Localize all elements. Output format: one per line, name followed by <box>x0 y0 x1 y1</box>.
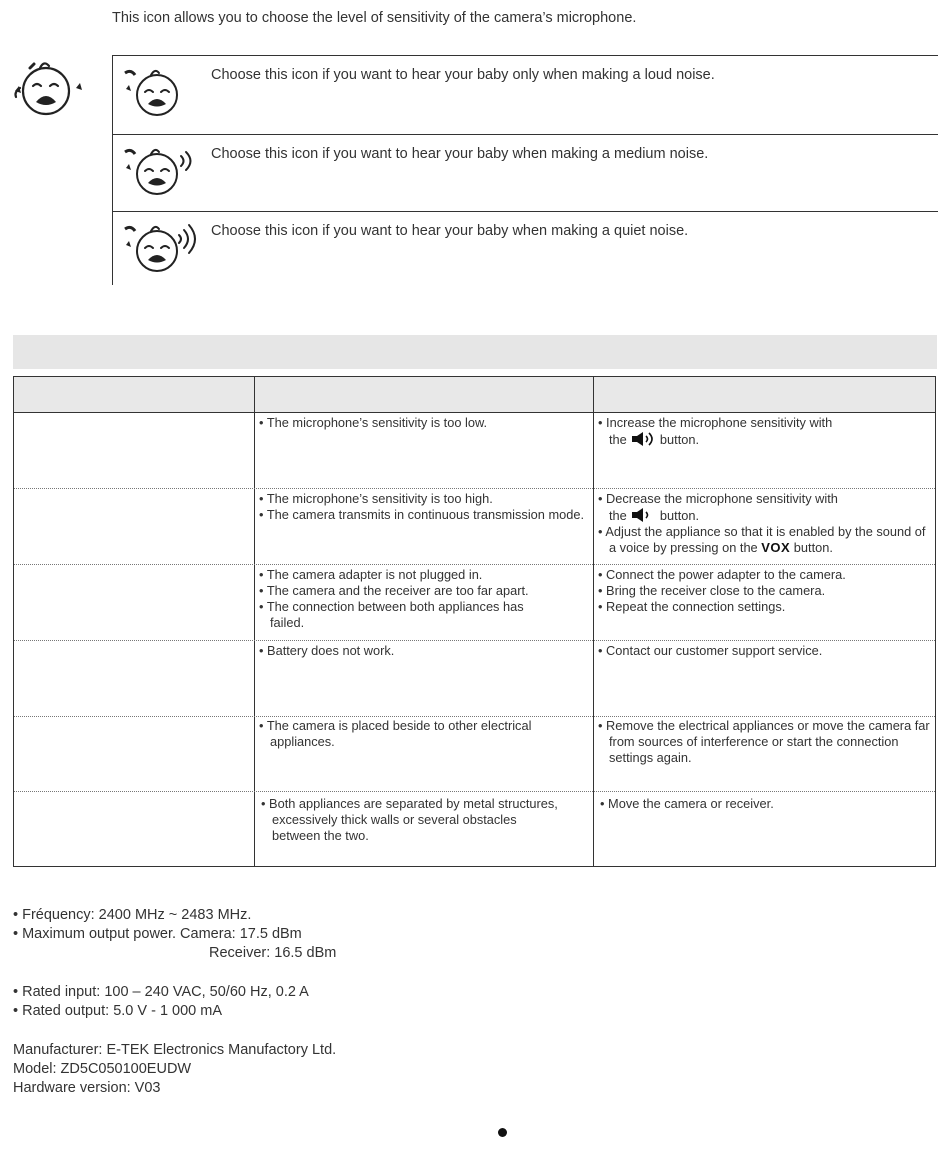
model-number: Model: ZD5C050100EUDW <box>13 1061 192 1077</box>
option-quiet-noise <box>113 211 938 289</box>
solution-text: Contact our customer support service. <box>606 643 823 658</box>
baby-crying-three-waves-icon <box>117 215 203 281</box>
spec-rated-input: • Rated input: 100 – 240 VAC, 50/60 Hz, 0.2 A <box>13 984 309 1000</box>
solution-text: the <box>609 432 627 447</box>
spec-power-receiver: Receiver: 16.5 dBm <box>209 945 337 961</box>
cause-text: The microphone’s sensitivity is too low. <box>266 415 488 430</box>
solution-text: Adjust the appliance so that it is enabled by the sound of a voice by pressing on the <box>605 524 926 555</box>
table-row-solutions: • Connect the power adapter to the camera. • Bring the receiver close to the camera. • Repeat the connection settings. <box>598 567 846 614</box>
table-row-solutions: • Increase the microphone sensitivity with the button. <box>598 415 833 447</box>
cause-text: Both appliances are separated by metal structures, excessively thick walls or several obstacles between the two. <box>269 796 558 843</box>
solution-text: Repeat the connection settings. <box>606 599 786 614</box>
table-header <box>14 377 935 413</box>
cause-text: Battery does not work. <box>267 643 395 658</box>
section-header-band <box>13 335 937 369</box>
vox-button-label: VOX <box>761 540 791 555</box>
troubleshooting-table <box>13 376 936 867</box>
table-row-solutions: • Remove the electrical appliances or move the camera far from sources of interference or start the connection settings again. <box>598 718 930 765</box>
hardware-version: Hardware version: V03 <box>13 1080 161 1096</box>
spec-frequency: • Fréquency: 2400 MHz ~ 2483 MHz. <box>13 907 252 923</box>
intro-text: This icon allows you to choose the level of sensitivity of the camera’s microphone. <box>112 10 637 26</box>
baby-crying-icon <box>10 58 90 124</box>
cause-text: The camera and the receiver are too far apart. <box>266 583 529 598</box>
spec-rated-output: • Rated output: 5.0 V - 1 000 mA <box>13 1003 223 1019</box>
solution-text: the <box>609 508 627 523</box>
option-text: Choose this icon if you want to hear your baby when making a quiet noise. <box>211 223 689 239</box>
baby-crying-two-waves-icon <box>117 138 203 204</box>
table-row-solutions: • Decrease the microphone sensitivity with the button. • Adjust the appliance so that it is enabled by the sound of a voice by pressing on the VOX button. <box>598 491 926 555</box>
table-row-causes: • Both appliances are separated by metal structures, excessively thick walls or several obstacles between the two. <box>261 796 558 843</box>
table-row-solutions: • Move the camera or receiver. <box>600 796 774 811</box>
solution-text: Decrease the microphone sensitivity with <box>606 491 838 506</box>
table-row-solutions: • Contact our customer support service. <box>598 643 823 658</box>
sensitivity-options <box>112 55 938 285</box>
cause-text: The camera is placed beside to other electrical appliances. <box>266 718 532 749</box>
cause-text: The connection between both appliances has failed. <box>266 599 524 630</box>
page-marker-dot <box>498 1128 507 1137</box>
solution-text: Bring the receiver close to the camera. <box>606 583 826 598</box>
option-loud-noise <box>113 55 938 133</box>
option-text: Choose this icon if you want to hear your baby when making a medium noise. <box>211 146 709 162</box>
cause-text: The microphone’s sensitivity is too high. <box>266 491 493 506</box>
table-row-causes: • The camera adapter is not plugged in. • The camera and the receiver are too far apart. • The connection between both appliances has failed. <box>259 567 529 630</box>
baby-crying-no-waves-icon <box>117 59 203 125</box>
speaker-volume-down-icon <box>630 507 656 523</box>
solution-text: button. <box>793 540 833 555</box>
solution-text: button. <box>659 432 700 447</box>
speaker-volume-up-icon <box>630 431 656 447</box>
option-medium-noise <box>113 134 938 212</box>
table-row-causes: • The microphone’s sensitivity is too high. • The camera transmits in continuous transmission mode. <box>259 491 585 522</box>
spec-power-camera: • Maximum output power. Camera: 17.5 dBm <box>13 926 302 942</box>
option-text: Choose this icon if you want to hear your baby only when making a loud noise. <box>211 67 715 83</box>
manufacturer-name: Manufacturer: E-TEK Electronics Manufactory Ltd. <box>13 1042 337 1058</box>
solution-text: Remove the electrical appliances or move the camera far from sources of interference or start the connection settings again. <box>606 718 930 765</box>
table-row-causes: • The microphone’s sensitivity is too low. <box>259 415 488 430</box>
solution-text: button. <box>659 508 700 523</box>
table-row-causes: • Battery does not work. <box>259 643 395 658</box>
table-row-causes: • The camera is placed beside to other electrical appliances. <box>259 718 532 749</box>
solution-text: Increase the microphone sensitivity with <box>606 415 833 430</box>
cause-text: The camera adapter is not plugged in. <box>266 567 483 582</box>
solution-text: Move the camera or receiver. <box>608 796 774 811</box>
cause-text: The camera transmits in continuous transmission mode. <box>266 507 585 522</box>
solution-text: Connect the power adapter to the camera. <box>606 567 846 582</box>
